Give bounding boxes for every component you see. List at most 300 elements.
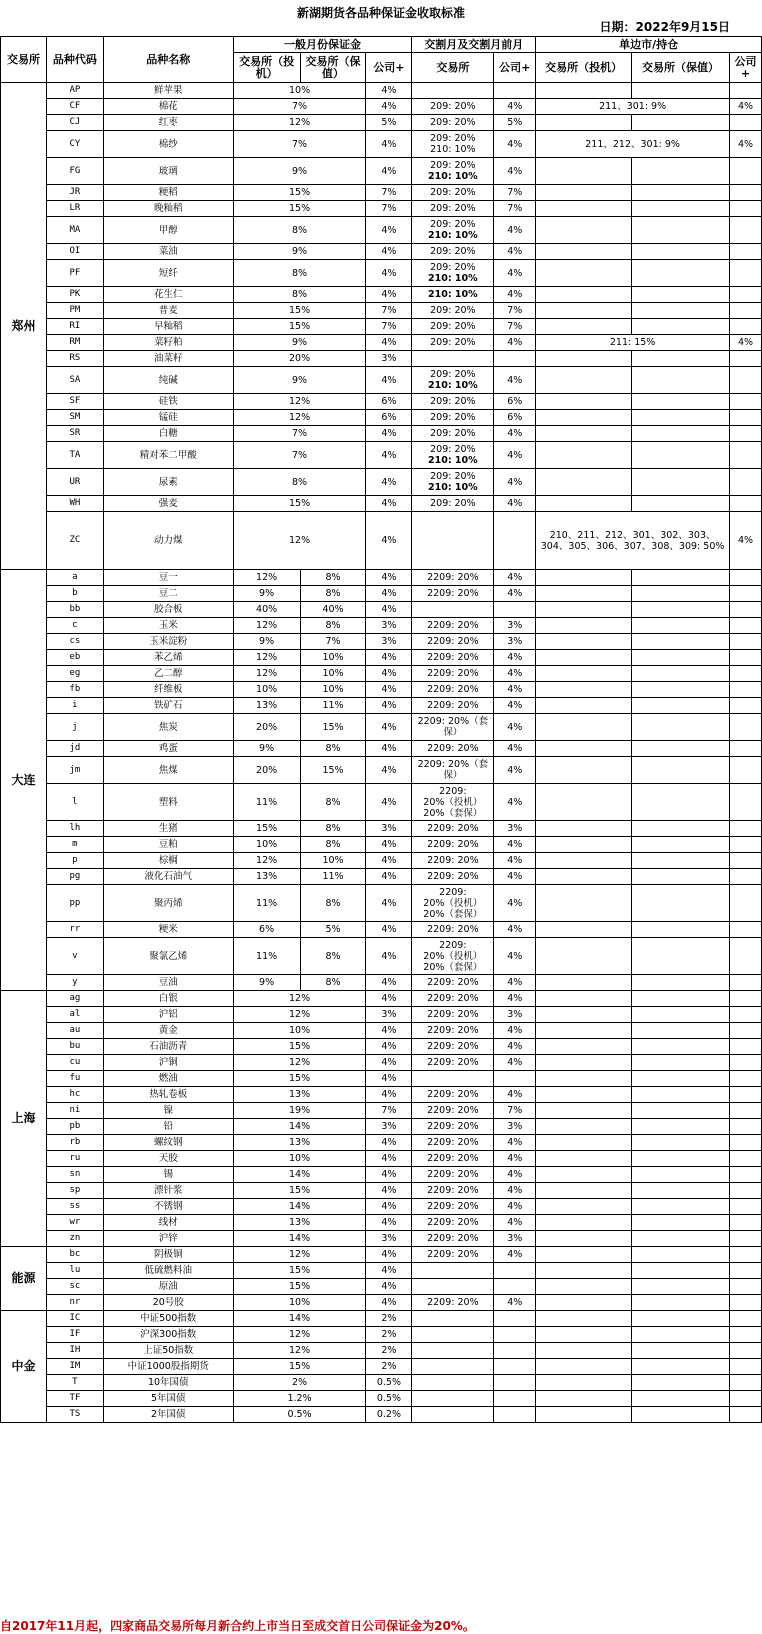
delivery-line: 2209:	[439, 939, 467, 951]
spec-cell: 15%	[233, 496, 366, 512]
limit-hedge-cell	[632, 837, 730, 853]
delivery-cell	[412, 185, 494, 201]
hedge-cell: 15%	[300, 714, 366, 741]
limit-company-cell	[729, 1247, 761, 1263]
limit-spec-cell	[536, 1407, 632, 1423]
delivery-company-cell	[494, 1391, 536, 1407]
limit-spec-cell	[536, 1135, 632, 1151]
company-cell: 7%	[366, 201, 412, 217]
limit-hedge-cell	[632, 426, 730, 442]
table-row	[1, 837, 762, 853]
table-row	[1, 1087, 762, 1103]
spec-cell: 12%	[233, 394, 366, 410]
limit-hedge-cell	[632, 351, 730, 367]
delivery-cell	[412, 1295, 494, 1311]
company-cell: 2%	[366, 1359, 412, 1375]
limit-hedge-cell	[632, 869, 730, 885]
spec-cell: 9%	[233, 975, 300, 991]
limit-spec-cell	[536, 244, 632, 260]
table-row	[1, 115, 762, 131]
delivery-cell	[412, 244, 494, 260]
delivery-company-cell: 4%	[494, 1039, 536, 1055]
limit-spec-cell	[536, 991, 632, 1007]
delivery-company-cell	[494, 1359, 536, 1375]
delivery-cell	[412, 922, 494, 938]
table-row	[1, 570, 762, 586]
delivery-line: 2209: 20%	[427, 1233, 479, 1244]
delivery-line: 2209: 20%	[427, 743, 479, 754]
delivery-company-cell	[494, 1327, 536, 1343]
delivery-line: 210: 10%	[428, 455, 478, 466]
spec-cell: 15%	[233, 1279, 366, 1295]
delivery-line: 210: 10%	[428, 171, 478, 182]
delivery-line: 2209: 20%	[427, 1009, 479, 1020]
limit-company-cell	[729, 1023, 761, 1039]
delivery-line: 209: 20%	[430, 428, 476, 439]
limit-spec-cell	[536, 1023, 632, 1039]
delivery-cell	[412, 1359, 494, 1375]
table-row	[1, 442, 762, 469]
spec-cell: 15%	[233, 319, 366, 335]
table-row	[1, 99, 762, 115]
company-cell: 3%	[366, 634, 412, 650]
delivery-company-cell: 4%	[494, 442, 536, 469]
company-cell: 4%	[366, 1023, 412, 1039]
spec-cell: 14%	[233, 1119, 366, 1135]
table-row	[1, 821, 762, 837]
delivery-line: 20%（套保）	[423, 961, 483, 973]
spec-cell: 10%	[233, 837, 300, 853]
company-cell: 2%	[366, 1343, 412, 1359]
limit-company-cell	[729, 975, 761, 991]
name-cell: 菜籽粕	[103, 335, 233, 351]
delivery-cell	[412, 351, 494, 367]
exchange-cell: 上海	[1, 991, 47, 1247]
limit-spec-cell	[536, 115, 632, 131]
company-cell: 3%	[366, 618, 412, 634]
table-row	[1, 335, 762, 351]
delivery-company-cell: 7%	[494, 319, 536, 335]
delivery-cell	[412, 869, 494, 885]
spec-cell: 8%	[233, 469, 366, 496]
spec-cell: 13%	[233, 698, 300, 714]
limit-company-cell	[729, 991, 761, 1007]
code-cell: sc	[46, 1279, 103, 1295]
delivery-company-cell: 7%	[494, 185, 536, 201]
code-cell: bc	[46, 1247, 103, 1263]
exchange-cell: 郑州	[1, 83, 47, 570]
company-cell: 4%	[366, 1151, 412, 1167]
limit-spec-cell	[536, 442, 632, 469]
spec-cell: 14%	[233, 1199, 366, 1215]
spec-cell: 9%	[233, 367, 366, 394]
delivery-company-cell: 4%	[494, 1151, 536, 1167]
hedge-cell: 8%	[300, 837, 366, 853]
delivery-line: 2209: 20%	[427, 855, 479, 866]
delivery-cell	[412, 885, 494, 922]
limit-company-cell	[729, 1071, 761, 1087]
limit-company-cell	[729, 1199, 761, 1215]
delivery-cell	[412, 682, 494, 698]
table-row	[1, 217, 762, 244]
limit-company-cell	[729, 287, 761, 303]
limit-spec-cell	[536, 1263, 632, 1279]
delivery-company-cell: 4%	[494, 869, 536, 885]
table-row	[1, 1391, 762, 1407]
company-cell: 3%	[366, 1231, 412, 1247]
limit-spec-cell	[536, 821, 632, 837]
spec-cell: 9%	[233, 741, 300, 757]
table-row	[1, 1103, 762, 1119]
table-row	[1, 650, 762, 666]
company-cell: 0.2%	[366, 1407, 412, 1423]
name-cell: 聚氯乙烯	[103, 938, 233, 975]
code-cell: nr	[46, 1295, 103, 1311]
company-cell: 4%	[366, 1135, 412, 1151]
delivery-company-cell: 4%	[494, 991, 536, 1007]
company-cell: 4%	[366, 244, 412, 260]
spec-cell: 7%	[233, 99, 366, 115]
company-cell: 4%	[366, 442, 412, 469]
page-title: 新湖期货各品种保证金收取标准	[296, 6, 465, 20]
delivery-cell	[412, 821, 494, 837]
limit-spec-cell	[536, 1183, 632, 1199]
delivery-cell	[412, 1023, 494, 1039]
limit-company-cell	[729, 586, 761, 602]
company-cell: 4%	[366, 698, 412, 714]
code-cell: cu	[46, 1055, 103, 1071]
delivery-line: 2209: 20%	[427, 1105, 479, 1116]
limit-spec-cell	[536, 217, 632, 244]
table-row	[1, 1135, 762, 1151]
code-cell: fb	[46, 682, 103, 698]
delivery-cell	[412, 1231, 494, 1247]
name-cell: 红枣	[103, 115, 233, 131]
limit-hedge-cell	[632, 1151, 730, 1167]
delivery-company-cell	[494, 1311, 536, 1327]
delivery-cell	[412, 469, 494, 496]
limit-spec-cell	[536, 1151, 632, 1167]
limit-hedge-cell	[632, 217, 730, 244]
table-row	[1, 922, 762, 938]
delivery-cell	[412, 757, 494, 784]
delivery-company-cell: 4%	[494, 682, 536, 698]
header-limit: 单边市/持仓	[536, 37, 762, 53]
limit-company-cell	[729, 1311, 761, 1327]
code-cell: TA	[46, 442, 103, 469]
table-row	[1, 410, 762, 426]
delivery-line: 2209: 20%	[427, 1025, 479, 1036]
delivery-line: 210: 10%	[428, 273, 478, 284]
delivery-cell	[412, 319, 494, 335]
delivery-line: 209: 20%	[430, 369, 476, 380]
company-cell: 4%	[366, 1247, 412, 1263]
name-cell: 菜油	[103, 244, 233, 260]
limit-company-cell	[729, 1327, 761, 1343]
limit-spec-cell	[536, 1071, 632, 1087]
table-row	[1, 1359, 762, 1375]
spec-cell: 15%	[233, 1359, 366, 1375]
spec-cell: 15%	[233, 201, 366, 217]
company-cell: 4%	[366, 991, 412, 1007]
name-cell: 精对苯二甲酸	[103, 442, 233, 469]
name-cell: 镍	[103, 1103, 233, 1119]
limit-hedge-cell	[632, 586, 730, 602]
limit-spec-cell	[536, 1119, 632, 1135]
limit-spec-cell	[536, 83, 632, 99]
limit-company-cell	[729, 303, 761, 319]
limit-spec-cell	[536, 367, 632, 394]
code-cell: pb	[46, 1119, 103, 1135]
limit-company-cell	[729, 260, 761, 287]
delivery-cell	[412, 367, 494, 394]
limit-spec-cell	[536, 469, 632, 496]
code-cell: sn	[46, 1167, 103, 1183]
table-row	[1, 201, 762, 217]
company-cell: 4%	[366, 784, 412, 821]
limit-spec-cell	[536, 410, 632, 426]
spec-cell: 20%	[233, 714, 300, 741]
table-row	[1, 1151, 762, 1167]
limit-hedge-cell	[632, 1391, 730, 1407]
hedge-cell: 15%	[300, 757, 366, 784]
delivery-company-cell: 4%	[494, 260, 536, 287]
limit-spec-cell	[536, 618, 632, 634]
delivery-cell	[412, 1407, 494, 1423]
delivery-company-cell: 4%	[494, 1023, 536, 1039]
date-label: 日期：2022年9月15日	[599, 20, 730, 34]
limit-spec-cell	[536, 938, 632, 975]
limit-hedge-cell	[632, 714, 730, 741]
code-cell: hc	[46, 1087, 103, 1103]
delivery-cell	[412, 442, 494, 469]
limit-spec-cell	[536, 602, 632, 618]
limit-spec-cell	[536, 158, 632, 185]
limit-hedge-cell	[632, 634, 730, 650]
limit-company-cell	[729, 885, 761, 922]
limit-hedge-cell	[632, 1023, 730, 1039]
company-cell: 4%	[366, 1071, 412, 1087]
delivery-line: 2209: 20%	[427, 668, 479, 679]
spec-cell: 14%	[233, 1231, 366, 1247]
limit-hedge-cell	[632, 1327, 730, 1343]
limit-company-cell	[729, 618, 761, 634]
delivery-company-cell: 3%	[494, 634, 536, 650]
limit-hedge-cell	[632, 1231, 730, 1247]
delivery-line: 2209: 20%	[427, 572, 479, 583]
limit-company-cell	[729, 469, 761, 496]
delivery-cell	[412, 938, 494, 975]
code-cell: lh	[46, 821, 103, 837]
company-cell: 4%	[366, 1087, 412, 1103]
limit-spec-cell	[536, 1215, 632, 1231]
hedge-cell: 8%	[300, 570, 366, 586]
delivery-company-cell: 4%	[494, 335, 536, 351]
limit-spec-cell	[536, 1039, 632, 1055]
delivery-line: 2209: 20%	[427, 652, 479, 663]
hedge-cell: 8%	[300, 885, 366, 922]
name-cell: 20号胶	[103, 1295, 233, 1311]
limit-hedge-cell	[632, 496, 730, 512]
exchange-cell: 大连	[1, 570, 47, 991]
company-cell: 4%	[366, 260, 412, 287]
spec-cell: 20%	[233, 757, 300, 784]
limit-spec-cell	[536, 1343, 632, 1359]
name-cell: 玻璃	[103, 158, 233, 185]
name-cell: 低硫燃料油	[103, 1263, 233, 1279]
company-cell: 4%	[366, 741, 412, 757]
limit-cell: 211、212、301: 9%	[536, 131, 730, 158]
delivery-company-cell: 6%	[494, 410, 536, 426]
code-cell: pp	[46, 885, 103, 922]
limit-spec-cell	[536, 287, 632, 303]
limit-company-cell	[729, 158, 761, 185]
name-cell: 棉纱	[103, 131, 233, 158]
limit-hedge-cell	[632, 666, 730, 682]
code-cell: PF	[46, 260, 103, 287]
delivery-company-cell: 4%	[494, 837, 536, 853]
code-cell: CY	[46, 131, 103, 158]
delivery-line: 2209: 20%	[427, 1057, 479, 1068]
name-cell: 中证500指数	[103, 1311, 233, 1327]
company-cell: 5%	[366, 115, 412, 131]
code-cell: PK	[46, 287, 103, 303]
company-cell: 4%	[366, 1295, 412, 1311]
name-cell: 玉米淀粉	[103, 634, 233, 650]
delivery-line: 2209: 20%	[427, 1121, 479, 1132]
limit-cell: 210、211、212、301、302、303、304、305、306、307、308、309: 50%	[536, 512, 730, 570]
company-cell: 0.5%	[366, 1375, 412, 1391]
name-cell: 漂针浆	[103, 1183, 233, 1199]
limit-company-cell	[729, 1039, 761, 1055]
delivery-cell	[412, 1055, 494, 1071]
spec-cell: 7%	[233, 131, 366, 158]
code-cell: jd	[46, 741, 103, 757]
delivery-line: 210: 10%	[428, 289, 478, 300]
code-cell: SM	[46, 410, 103, 426]
header-exchange: 交易所	[1, 37, 47, 83]
delivery-company-cell: 4%	[494, 1247, 536, 1263]
limit-hedge-cell	[632, 682, 730, 698]
spec-cell: 9%	[233, 244, 366, 260]
code-cell: a	[46, 570, 103, 586]
delivery-company-cell: 4%	[494, 1295, 536, 1311]
code-cell: RS	[46, 351, 103, 367]
delivery-line: 209: 20%	[430, 396, 476, 407]
table-row	[1, 244, 762, 260]
delivery-cell	[412, 99, 494, 115]
limit-spec-cell	[536, 1007, 632, 1023]
code-cell: RI	[46, 319, 103, 335]
company-cell: 0.5%	[366, 1391, 412, 1407]
delivery-company-cell: 5%	[494, 115, 536, 131]
limit-company-cell	[729, 244, 761, 260]
limit-spec-cell	[536, 757, 632, 784]
spec-cell: 13%	[233, 1135, 366, 1151]
limit-company-cell	[729, 410, 761, 426]
limit-company-cell	[729, 1215, 761, 1231]
limit-hedge-cell	[632, 698, 730, 714]
hedge-cell: 10%	[300, 666, 366, 682]
delivery-line: 209: 20%	[430, 498, 476, 509]
delivery-company-cell	[494, 1263, 536, 1279]
limit-hedge-cell	[632, 1311, 730, 1327]
company-cell: 4%	[366, 853, 412, 869]
name-cell: 晚籼稻	[103, 201, 233, 217]
code-cell: JR	[46, 185, 103, 201]
name-cell: 苯乙烯	[103, 650, 233, 666]
name-cell: 尿素	[103, 469, 233, 496]
delivery-company-cell: 4%	[494, 131, 536, 158]
limit-spec-cell	[536, 1375, 632, 1391]
spec-cell: 8%	[233, 287, 366, 303]
name-cell: 中证1000股指期货	[103, 1359, 233, 1375]
delivery-cell	[412, 586, 494, 602]
spec-cell: 14%	[233, 1311, 366, 1327]
name-cell: 液化石油气	[103, 869, 233, 885]
table-row	[1, 938, 762, 975]
limit-company-cell	[729, 1007, 761, 1023]
delivery-company-cell: 4%	[494, 1055, 536, 1071]
name-cell: 螺纹钢	[103, 1135, 233, 1151]
limit-spec-cell	[536, 1167, 632, 1183]
spec-cell: 2%	[233, 1375, 366, 1391]
limit-company-cell	[729, 1295, 761, 1311]
company-cell: 4%	[366, 666, 412, 682]
hedge-cell: 10%	[300, 853, 366, 869]
delivery-company-cell	[494, 512, 536, 570]
delivery-cell	[412, 1215, 494, 1231]
table-row	[1, 260, 762, 287]
code-cell: CJ	[46, 115, 103, 131]
limit-company-cell: 4%	[729, 335, 761, 351]
table-row	[1, 1343, 762, 1359]
delivery-line: 209: 20%	[430, 101, 476, 112]
name-cell: 白银	[103, 991, 233, 1007]
limit-spec-cell	[536, 1359, 632, 1375]
code-cell: TS	[46, 1407, 103, 1423]
code-cell: IM	[46, 1359, 103, 1375]
hedge-cell: 7%	[300, 634, 366, 650]
limit-hedge-cell	[632, 1279, 730, 1295]
delivery-cell	[412, 158, 494, 185]
code-cell: SR	[46, 426, 103, 442]
spec-cell: 11%	[233, 885, 300, 922]
limit-hedge-cell	[632, 602, 730, 618]
name-cell: 5年国债	[103, 1391, 233, 1407]
limit-company-cell	[729, 602, 761, 618]
hedge-cell: 5%	[300, 922, 366, 938]
limit-company-cell: 4%	[729, 131, 761, 158]
limit-hedge-cell	[632, 1039, 730, 1055]
name-cell: 沪铜	[103, 1055, 233, 1071]
limit-company-cell	[729, 698, 761, 714]
limit-spec-cell	[536, 869, 632, 885]
name-cell: 2年国债	[103, 1407, 233, 1423]
name-cell: 白糖	[103, 426, 233, 442]
hedge-cell: 8%	[300, 784, 366, 821]
delivery-line: 2209: 20%	[427, 1041, 479, 1052]
company-cell: 2%	[366, 1311, 412, 1327]
limit-spec-cell	[536, 1391, 632, 1407]
delivery-cell	[412, 260, 494, 287]
code-cell: wr	[46, 1215, 103, 1231]
limit-spec-cell	[536, 682, 632, 698]
spec-cell: 12%	[233, 570, 300, 586]
name-cell: 强麦	[103, 496, 233, 512]
limit-spec-cell	[536, 741, 632, 757]
limit-hedge-cell	[632, 1055, 730, 1071]
